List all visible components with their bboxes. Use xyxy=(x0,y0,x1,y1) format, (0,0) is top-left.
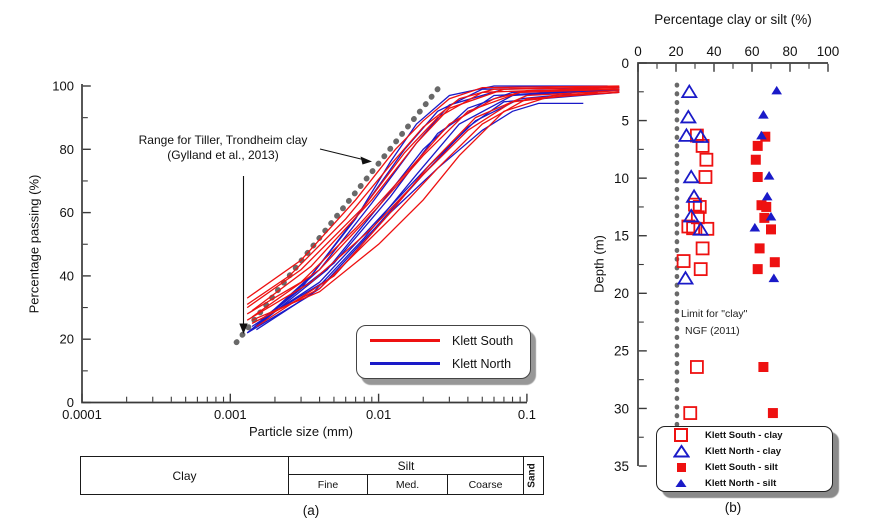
panel-b-series-klett-north-silt xyxy=(750,86,782,282)
panel-a-y-tick-label: 0 xyxy=(66,395,74,410)
panel-b-y-tick-label: 35 xyxy=(613,458,629,474)
panel-b-x-tick-label: 100 xyxy=(816,44,840,59)
legend-row xyxy=(657,460,832,474)
curve-klett-south xyxy=(247,88,619,308)
curve-klett-north xyxy=(256,92,619,329)
legend-row xyxy=(657,476,832,490)
panel-a-series xyxy=(247,86,619,333)
panel-a-x-tick-label: 0.0001 xyxy=(62,407,102,422)
table-cell-clay: Clay xyxy=(81,457,289,494)
panel-b-x-tick-label: 20 xyxy=(668,44,684,59)
grain-size-classification-table xyxy=(80,456,544,495)
legend-label: Klett North xyxy=(452,356,512,371)
panel-a-x-tick-label: 0.001 xyxy=(214,407,247,422)
limit-label-line-1: Limit for "clay" xyxy=(681,308,748,320)
panel-b-x-tick-label: 80 xyxy=(782,44,798,59)
table-cell-med: Med. xyxy=(368,475,448,494)
panel-a-x-tick-label: 0.1 xyxy=(517,407,536,422)
annotation-line-1: Range for Tiller, Trondheim clay xyxy=(138,133,308,147)
panel-b-caption: (b) xyxy=(724,500,742,515)
legend-label: Klett South - clay xyxy=(705,429,783,441)
clay-limit-annotation xyxy=(681,306,747,340)
legend-label: Klett North - clay xyxy=(705,445,782,457)
limit-label-line-2: NGF (2011) xyxy=(685,325,740,337)
table-cell-coarse: Coarse xyxy=(468,478,503,491)
open-triangle-marker-icon xyxy=(657,444,705,458)
annotation-line-2: (Gylland et al., 2013) xyxy=(167,148,279,162)
legend-label: Klett South - silt xyxy=(705,461,778,473)
table-cell-silt: Silt xyxy=(289,457,523,475)
curve-klett-south xyxy=(252,92,619,323)
panel-a-legend xyxy=(356,325,531,379)
panel-b-y-tick-label: 5 xyxy=(621,113,629,129)
filled-triangle-marker-icon xyxy=(657,478,705,488)
panel-b-series-klett-south-clay xyxy=(678,130,714,420)
panel-b-x-tick-label: 60 xyxy=(744,44,760,59)
panel-a-y-tick-label: 20 xyxy=(59,331,74,347)
panel-b-x-tick-label: 0 xyxy=(634,44,642,59)
blue-line-swatch xyxy=(370,362,440,364)
legend-label: Klett South xyxy=(452,333,514,348)
panel-a-caption: (a) xyxy=(302,503,320,518)
panel-b-y-tick-label: 30 xyxy=(613,401,629,417)
panel-b-title: Percentage clay or silt (%) xyxy=(654,12,812,27)
panel-b-y-axis-label: Depth (m) xyxy=(591,235,607,293)
panel-a-y-tick-label: 100 xyxy=(52,78,74,94)
panel-b-x-tick-label: 40 xyxy=(706,44,722,59)
panel-b-y-tick-label: 0 xyxy=(621,55,629,71)
panel-a-y-tick-label: 60 xyxy=(59,205,74,221)
panel-b-series-klett-south-silt xyxy=(751,132,780,418)
curve-klett-south xyxy=(247,86,619,298)
table-cell-fine: Fine xyxy=(289,475,368,494)
panel-a-y-axis-label: Percentage passing (%) xyxy=(26,174,42,314)
panel-b-y-tick-label: 20 xyxy=(613,286,629,302)
panel-b-y-tick-label: 15 xyxy=(613,228,629,244)
legend-row xyxy=(357,334,530,348)
table-cell-sand: Sand xyxy=(523,457,540,494)
panel-a-x-axis-label: Particle size (mm) xyxy=(248,424,354,439)
panel-b-legend xyxy=(656,426,833,492)
panel-a-range-annotation xyxy=(107,133,339,163)
legend-row xyxy=(357,357,530,371)
panel-b-y-tick-label: 25 xyxy=(613,343,629,359)
panel-b-axes xyxy=(614,44,839,474)
filled-square-marker-icon xyxy=(657,463,705,472)
legend-row xyxy=(657,444,832,458)
panel-a-x-tick-label: 0.01 xyxy=(365,407,392,422)
panel-b-y-tick-label: 10 xyxy=(613,170,629,186)
legend-row xyxy=(657,428,832,442)
red-line-swatch xyxy=(370,339,440,341)
curve-klett-south xyxy=(256,91,619,327)
legend-label: Klett North - silt xyxy=(705,477,777,489)
panel-a-y-tick-label: 40 xyxy=(59,268,74,284)
open-square-marker-icon xyxy=(657,428,705,442)
panel-a-y-tick-label: 80 xyxy=(59,141,74,157)
